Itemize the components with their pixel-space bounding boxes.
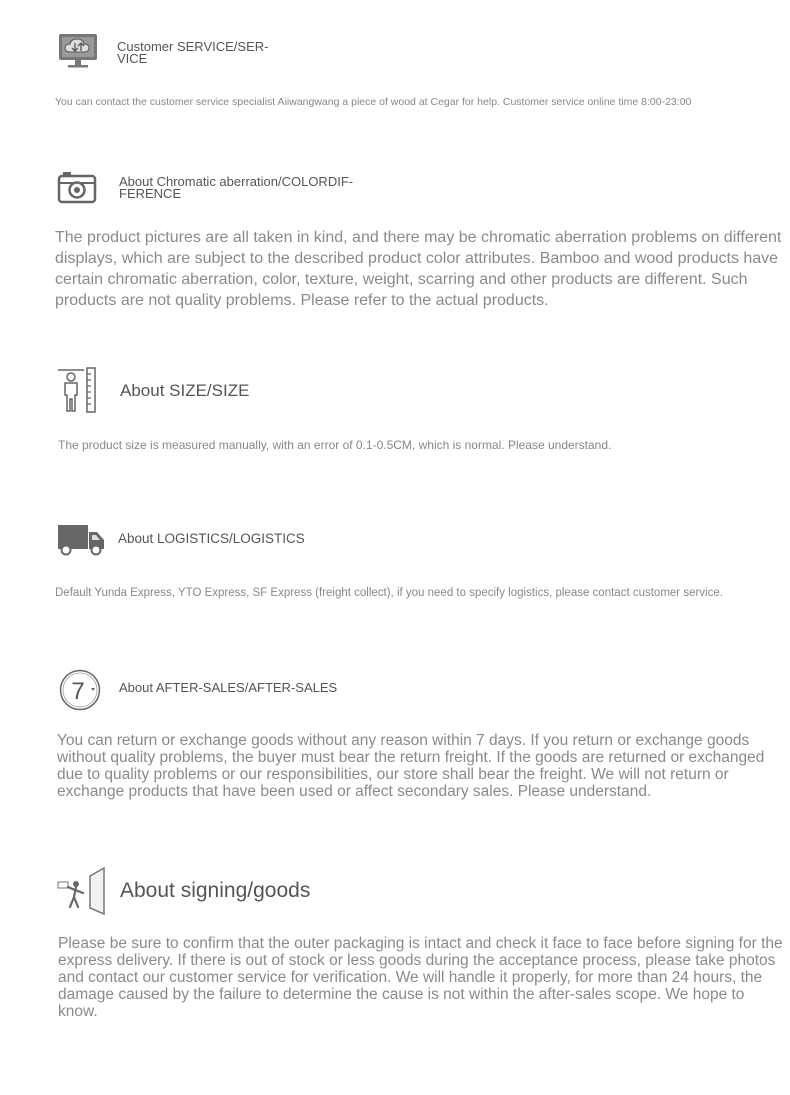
person-door-icon	[56, 866, 106, 916]
camera-icon	[57, 170, 97, 204]
section-body: The product pictures are all taken in kind, and there may be chromatic aberration problems on different displays, which are subject to the described product color attributes. Bamboo and wood products have certain chromatic aberration, color, texture, weight, scarring and other products are different. Such products are not quality problems. Please refer to the actual products.	[55, 229, 782, 309]
seven-days-icon	[58, 668, 102, 712]
svg-text:7: 7	[71, 678, 85, 705]
section-title: About signing/goods	[120, 879, 311, 902]
section-body: You can return or exchange goods without any reason within 7 days. If you return or exchange goods without quality problems, the buyer must bear the return freight. If the goods are returned or exchanged due to quality problems or our responsibilities, our store shall bear the freight. We will not return or exchange products that have been used or affect secondary sales. Please understand.	[57, 732, 765, 800]
section-body: Default Yunda Express, YTO Express, SF Express (freight collect), if you need to specify logistics, please contact customer service.	[55, 587, 723, 599]
section-title: About LOGISTICS/LOGISTICS	[118, 531, 305, 546]
computer-cloud-icon	[56, 28, 100, 70]
section-title: About AFTER-SALES/AFTER-SALES	[119, 680, 338, 695]
section-body: You can contact the customer service specialist Aiiwangwang a piece of wood at Cegar for help. Customer service online time 8:00-23:00	[55, 96, 692, 108]
person-height-icon	[56, 366, 98, 414]
truck-icon	[57, 523, 105, 557]
section-body: Please be sure to confirm that the outer packaging is intact and check it face to face before signing for the express delivery. If there is out of stock or less goods during the acceptance process, please take photos and contact our customer service for verification. We will handle it properly, for more than 24 hours, the damage caused by the failure to determine the cause is not within the after-sales scope. We hope to know.	[58, 935, 783, 1020]
section-body: The product size is measured manually, with an error of 0.1-0.5CM, which is normal. Please understand.	[58, 438, 612, 452]
section-title: Customer SERVICE/SER- VICE	[117, 39, 269, 66]
section-title: About SIZE/SIZE	[120, 381, 250, 400]
section-title: About Chromatic aberration/COLORDIF- FERENCE	[119, 174, 354, 201]
